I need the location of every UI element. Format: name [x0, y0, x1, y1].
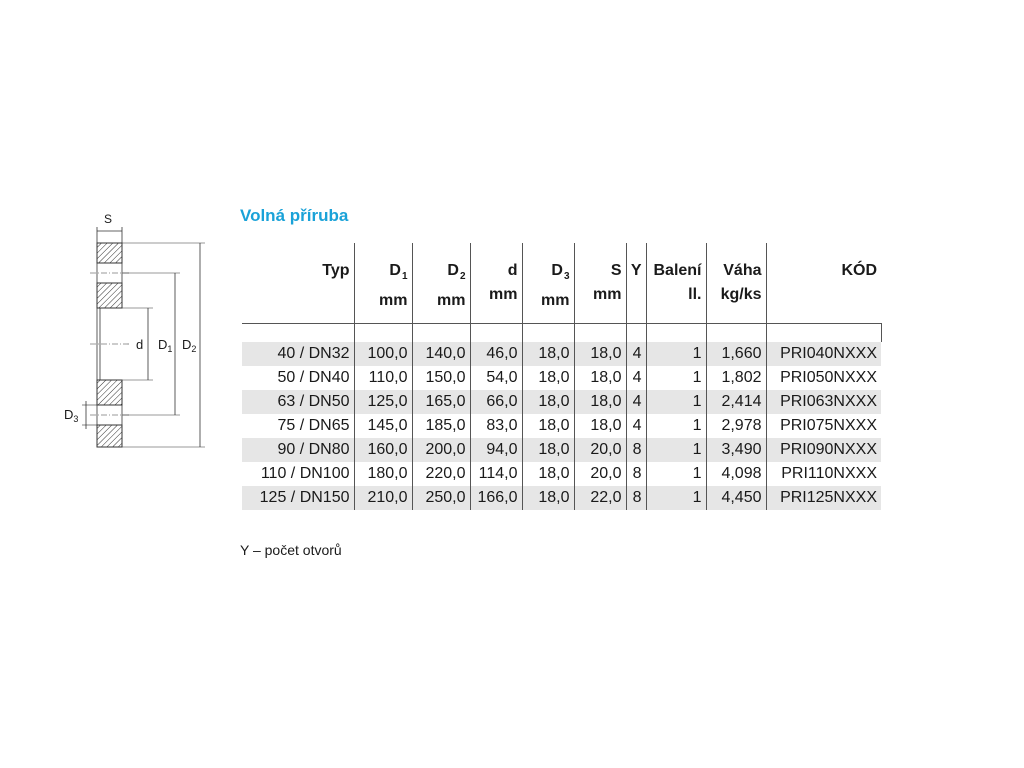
cell-d2: 250,0 [412, 486, 470, 510]
cell-typ: 90 / DN80 [242, 438, 354, 462]
cell-s: 20,0 [574, 438, 626, 462]
table-header-row [242, 243, 881, 323]
cell-d3: 18,0 [522, 414, 574, 438]
cell-kod: PRI110NXXX [781, 464, 877, 482]
cell-s: 18,0 [574, 390, 626, 414]
flange-section-bottom [97, 425, 122, 447]
cell-d: 66,0 [470, 390, 522, 414]
cell-vaha: 4,098 [706, 462, 766, 486]
table-row [242, 486, 881, 510]
cell-d: 83,0 [470, 414, 522, 438]
header-s: S mm [574, 243, 626, 323]
label-d2: $D_2$ [182, 337, 197, 354]
cell-d2: 165,0 [412, 390, 470, 414]
cell-vaha: 1,660 [706, 342, 766, 366]
cell-s: 18,0 [574, 342, 626, 366]
cell-y: 8 [626, 438, 646, 462]
cell-y: 8 [626, 462, 646, 486]
cell-s: 22,0 [574, 486, 626, 510]
header-typ: Typ [242, 243, 354, 323]
header-d: d mm [470, 243, 522, 323]
table-row [242, 342, 881, 366]
cell-d: 94,0 [470, 438, 522, 462]
cell-d3: 18,0 [522, 486, 574, 510]
cell-baleni: 1 [646, 462, 706, 486]
label-s: S [104, 212, 113, 226]
cell-kod: PRI063NXXX [766, 390, 881, 414]
cell-kod: PRI090NXXX [766, 438, 881, 462]
table-row [242, 366, 881, 390]
footnote: Y – počet otvorů [240, 542, 342, 558]
label-d: d [136, 337, 144, 352]
table-spacer-row [242, 323, 881, 342]
cell-baleni: 1 [646, 390, 706, 414]
header-kod: KÓD [766, 243, 881, 323]
cell-d2: 185,0 [412, 414, 470, 438]
cell-d: 54,0 [470, 366, 522, 390]
cell-y: 4 [626, 414, 646, 438]
cell-y: 4 [626, 390, 646, 414]
cell-typ: 63 / DN50 [242, 390, 354, 414]
cell-d3: 18,0 [522, 390, 574, 414]
label-d1: $D_1$ [158, 337, 173, 354]
cell-d2: 150,0 [412, 366, 470, 390]
table-row [242, 462, 881, 486]
cell-vaha: 2,978 [706, 414, 766, 438]
cell-kod: PRI050NXXX [780, 368, 877, 386]
cell-d1: 210,0 [354, 486, 412, 510]
flange-diagram [60, 205, 220, 455]
header-d2: $D_2$ mm [412, 243, 470, 323]
cell-d: 114,0 [470, 462, 522, 486]
cell-y: 4 [626, 366, 646, 390]
cell-d3: 18,0 [522, 342, 574, 366]
cell-s: 20,0 [574, 462, 626, 486]
cell-y: 4 [626, 342, 646, 366]
table-row [242, 438, 881, 462]
cell-d: 46,0 [470, 342, 522, 366]
cell-typ: 110 / DN100 [242, 462, 354, 486]
cell-kod: PRI040NXXX [766, 342, 881, 366]
header-y: Y [626, 243, 646, 323]
cell-kod: PRI075NXXX [780, 416, 877, 434]
spec-table [242, 243, 882, 510]
cell-d1: 160,0 [354, 438, 412, 462]
cell-d1: 145,0 [354, 414, 412, 438]
header-d3: $D_3$ mm [522, 243, 574, 323]
cell-s: 18,0 [574, 414, 626, 438]
cell-d: 166,0 [470, 486, 522, 510]
cell-d3: 18,0 [522, 438, 574, 462]
cell-d2: 200,0 [412, 438, 470, 462]
table-row [242, 390, 881, 414]
table-row [242, 414, 881, 438]
cell-typ: 125 / DN150 [242, 486, 354, 510]
cell-kod: PRI125NXXX [766, 486, 881, 510]
cell-baleni: 1 [646, 486, 706, 510]
cell-d1: 110,0 [354, 366, 412, 390]
cell-vaha: 4,450 [706, 486, 766, 510]
page-title: Volná příruba [240, 206, 349, 225]
cell-typ: 75 / DN65 [242, 414, 354, 438]
cell-d2: 140,0 [412, 342, 470, 366]
cell-y: 8 [626, 486, 646, 510]
cell-baleni: 1 [646, 342, 706, 366]
cell-d1: 100,0 [354, 342, 412, 366]
cell-baleni: 1 [646, 438, 706, 462]
label-d3: $D_3$ [64, 407, 79, 424]
flange-section-upper [97, 283, 122, 308]
cell-typ: 50 / DN40 [242, 366, 354, 390]
cell-d2: 220,0 [412, 462, 470, 486]
cell-s: 18,0 [574, 366, 626, 390]
cell-vaha: 1,802 [706, 366, 766, 390]
cell-baleni: 1 [646, 366, 706, 390]
cell-vaha: 3,490 [706, 438, 766, 462]
header-vaha: Váha kg/ks [706, 243, 766, 323]
cell-baleni: 1 [646, 414, 706, 438]
cell-d3: 18,0 [522, 366, 574, 390]
header-baleni: Balení ll. [646, 243, 706, 323]
cell-d1: 125,0 [354, 390, 412, 414]
header-d1: $D_1$ mm [354, 243, 412, 323]
flange-section-lower [97, 380, 122, 405]
flange-section-top [97, 243, 122, 263]
cell-d1: 180,0 [354, 462, 412, 486]
cell-typ: 40 / DN32 [242, 342, 354, 366]
cell-d3: 18,0 [522, 462, 574, 486]
cell-vaha: 2,414 [706, 390, 766, 414]
